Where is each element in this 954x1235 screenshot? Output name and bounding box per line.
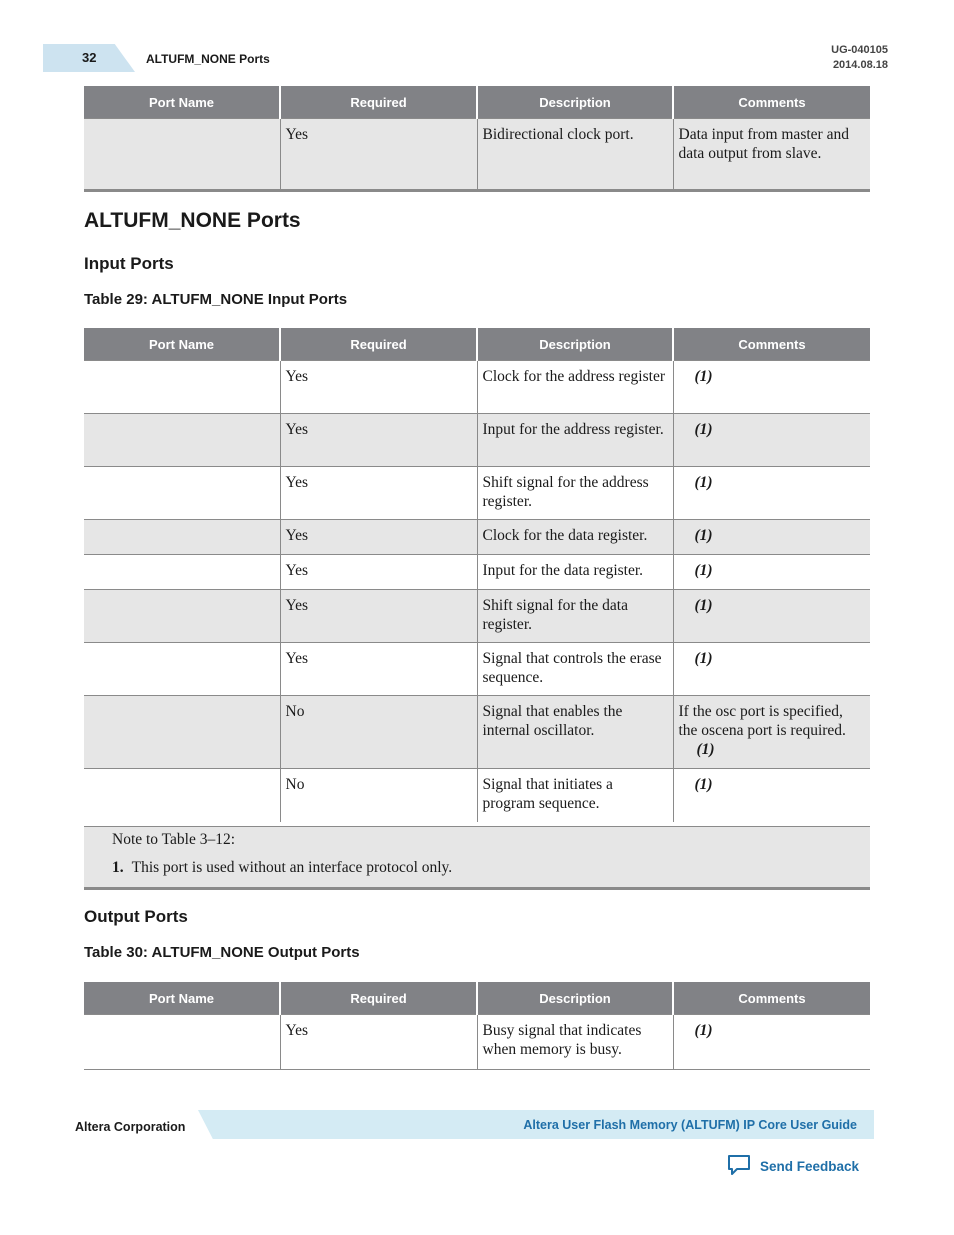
port-name-cell <box>84 555 280 590</box>
port-name-cell <box>84 1015 280 1070</box>
col-header-required: Required <box>280 982 477 1015</box>
comments-cell <box>673 696 870 769</box>
description-cell: Signal that controls the erase sequence. <box>477 643 673 696</box>
note-reference: (1) <box>694 421 713 438</box>
doc-id: UG-040105 <box>831 44 888 56</box>
output-ports-table <box>84 982 870 1070</box>
description-cell: Signal that enables the internal oscillator. <box>477 696 673 769</box>
col-header-description: Description <box>477 86 673 119</box>
note-reference: (1) <box>694 527 713 544</box>
required-cell: No <box>280 769 477 822</box>
doc-date: 2014.08.18 <box>832 59 888 71</box>
comments-cell <box>673 467 870 520</box>
col-header-port-name: Port Name <box>84 982 280 1015</box>
comments-text: If the osc port is specified, the oscena port is required. <box>678 703 846 739</box>
description-cell: Shift signal for the data register. <box>477 590 673 643</box>
required-cell: Yes <box>280 520 477 555</box>
table-row <box>84 643 870 696</box>
comments-cell <box>673 769 870 822</box>
table-row <box>84 590 870 643</box>
description-cell: Input for the address register. <box>477 414 673 467</box>
col-header-port-name: Port Name <box>84 86 280 119</box>
required-cell: Yes <box>280 643 477 696</box>
table-row <box>84 119 870 189</box>
port-name-cell <box>84 769 280 822</box>
output-table-caption: Table 30: ALTUFM_NONE Output Ports <box>84 944 360 961</box>
description-cell: Shift signal for the address register. <box>477 467 673 520</box>
speech-bubble-icon <box>727 1154 751 1179</box>
port-name-cell <box>84 361 280 414</box>
description-cell: Input for the data register. <box>477 555 673 590</box>
description-cell: Clock for the data register. <box>477 520 673 555</box>
table-row <box>84 1015 870 1070</box>
send-feedback-label: Send Feedback <box>760 1159 860 1174</box>
note-reference: (1) <box>694 650 713 667</box>
note-reference: (1) <box>694 1022 713 1039</box>
required-cell: Yes <box>280 1015 477 1070</box>
port-name-cell <box>84 696 280 769</box>
note-reference: (1) <box>694 776 713 793</box>
section-title: ALTUFM_NONE Ports <box>84 209 301 232</box>
description-cell: Busy signal that indicates when memory is busy. <box>477 1015 673 1070</box>
required-cell: Yes <box>280 555 477 590</box>
input-table-caption: Table 29: ALTUFM_NONE Input Ports <box>84 291 348 308</box>
send-feedback-link[interactable] <box>727 1154 859 1179</box>
table-row <box>84 769 870 822</box>
header-section-title: ALTUFM_NONE Ports <box>146 52 270 66</box>
comments-cell <box>673 643 870 696</box>
required-cell: Yes <box>280 590 477 643</box>
input-ports-heading: Input Ports <box>84 254 174 273</box>
comments-cell <box>673 555 870 590</box>
port-name-cell <box>84 520 280 555</box>
table-row <box>84 520 870 555</box>
table-bottom-rule <box>84 887 870 890</box>
note-item <box>112 859 452 877</box>
note-reference: (1) <box>694 597 713 614</box>
required-cell: Yes <box>280 361 477 414</box>
required-cell: Yes <box>280 467 477 520</box>
col-header-port-name: Port Name <box>84 328 280 361</box>
table-row <box>84 696 870 769</box>
page-number: 32 <box>82 50 97 65</box>
required-cell: Yes <box>280 414 477 467</box>
col-header-description: Description <box>477 982 673 1015</box>
col-header-comments: Comments <box>673 328 870 361</box>
note-number: 1. <box>112 859 124 876</box>
comments-cell <box>673 590 870 643</box>
description-cell: Clock for the address register <box>477 361 673 414</box>
comments-cell <box>673 1015 870 1070</box>
comments-cell: Data input from master and data output from slave. <box>673 119 870 189</box>
footer-company: Altera Corporation <box>75 1120 186 1134</box>
note-title: Note to Table 3–12: <box>112 831 236 848</box>
table-row <box>84 414 870 467</box>
col-header-comments: Comments <box>673 982 870 1015</box>
note-reference: (1) <box>694 562 713 579</box>
col-header-comments: Comments <box>673 86 870 119</box>
port-name-cell <box>84 414 280 467</box>
note-reference: (1) <box>694 474 713 491</box>
comments-cell <box>673 414 870 467</box>
required-cell: No <box>280 696 477 769</box>
table-row <box>84 555 870 590</box>
col-header-required: Required <box>280 328 477 361</box>
port-name-cell <box>84 467 280 520</box>
table-bottom-rule <box>84 189 870 192</box>
note-text: This port is used without an interface protocol only. <box>131 859 453 876</box>
port-name-cell <box>84 590 280 643</box>
table-note <box>84 826 870 889</box>
note-reference: (1) <box>696 741 715 758</box>
input-ports-table <box>84 328 870 822</box>
table-row <box>84 361 870 414</box>
table-row <box>84 467 870 520</box>
description-cell: Bidirectional clock port. <box>477 119 673 189</box>
port-name-cell <box>84 119 280 189</box>
continued-ports-table <box>84 86 870 189</box>
description-cell: Signal that initiates a program sequence. <box>477 769 673 822</box>
footer-guide-title[interactable]: Altera User Flash Memory (ALTUFM) IP Core User Guide <box>523 1118 857 1132</box>
comments-cell <box>673 361 870 414</box>
comments-cell <box>673 520 870 555</box>
col-header-description: Description <box>477 328 673 361</box>
port-name-cell <box>84 643 280 696</box>
required-cell: Yes <box>280 119 477 189</box>
output-ports-heading: Output Ports <box>84 907 188 926</box>
doc-id-block <box>831 43 888 73</box>
col-header-required: Required <box>280 86 477 119</box>
note-reference: (1) <box>694 368 713 385</box>
